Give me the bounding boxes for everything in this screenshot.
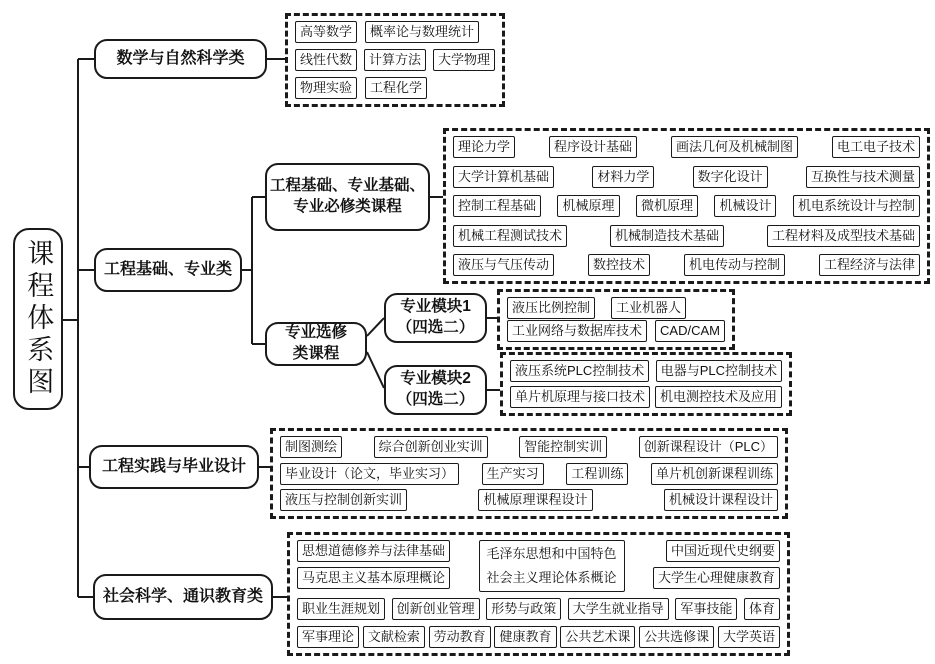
course-box: 机电系统设计与控制: [793, 195, 920, 217]
node-label-line1: 专业模块1: [400, 298, 471, 316]
course-box: 高等数学: [295, 21, 357, 43]
course-box: 线性代数: [295, 49, 357, 71]
node-label-line2: （四选二）: [396, 391, 475, 408]
course-row: [453, 166, 920, 188]
branch-engineering-professional: [94, 248, 242, 292]
course-box: 液压比例控制: [507, 297, 595, 319]
course-box: 大学计算机基础: [453, 166, 554, 188]
course-box: 综合创新创业实训: [374, 436, 488, 458]
course-box: 液压与气压传动: [453, 254, 554, 276]
course-row: [297, 626, 780, 648]
course-row: [510, 386, 782, 408]
node-label-line1: 专业模块2: [400, 370, 471, 388]
course-box: 中国近现代史纲要: [666, 540, 780, 562]
group-practice-courses: [270, 428, 788, 519]
course-box: 画法几何及机械制图: [671, 136, 798, 158]
course-box: 创新创业管理: [392, 598, 480, 620]
node-module-2: [384, 365, 487, 415]
course-box: 计算方法: [364, 49, 426, 71]
course-box: 物理实验: [295, 77, 357, 99]
course-box: 健康教育: [494, 626, 556, 648]
course-row: [453, 225, 920, 247]
branch-practice-graduation: [89, 445, 259, 489]
course-box: 材料力学: [592, 166, 654, 188]
course-box: 机械制造技术基础: [610, 225, 724, 247]
course-box: 单片机创新课程训练: [651, 463, 778, 485]
course-grid-top: [297, 540, 780, 592]
course-box: 机械工程测试技术: [453, 225, 567, 247]
course-box: 微机原理: [636, 195, 698, 217]
course-box: 大学物理: [433, 49, 495, 71]
course-row: [507, 297, 725, 319]
course-box: 工程训练: [566, 463, 628, 485]
course-box: 马克思主义基本原理概论: [297, 567, 450, 589]
course-row: [297, 598, 780, 620]
course-box: 程序设计基础: [549, 136, 637, 158]
group-social-courses: [287, 532, 790, 656]
group-module-2-courses: [500, 352, 792, 416]
node-label-line2: 专业必修类课程: [293, 198, 402, 215]
course-box: 电器与PLC控制技术: [656, 360, 782, 382]
course-box: 军事技能: [675, 598, 737, 620]
course-box: 机械原理: [557, 195, 619, 217]
course-column: [653, 540, 780, 589]
course-box: 智能控制实训: [519, 436, 607, 458]
course-box: 公共选修课: [639, 626, 714, 648]
root-label: 课程体系图: [23, 239, 54, 399]
course-box: 工程材料及成型技术基础: [767, 225, 920, 247]
group-module-1-courses: [497, 289, 735, 350]
course-row: [280, 436, 778, 458]
group-required-courses: [443, 128, 930, 284]
course-row: [453, 195, 920, 217]
course-box: 文献检索: [363, 626, 425, 648]
course-box: 毛泽东思想和中国特色社会主义理论体系概论: [479, 540, 625, 592]
node-label-line2: 类课程: [292, 345, 340, 362]
course-box: 数控技术: [588, 254, 650, 276]
course-box: 电工电子技术: [832, 136, 920, 158]
course-box: 机械原理课程设计: [478, 489, 592, 511]
course-box: 劳动教育: [429, 626, 491, 648]
course-row: [295, 49, 495, 71]
node-label-line1: 专业选修: [284, 324, 347, 342]
course-box: 军事理论: [297, 626, 359, 648]
course-box: 大学英语: [718, 626, 780, 648]
course-row: [510, 360, 782, 382]
node-label-line2: （四选二）: [396, 319, 475, 336]
course-box: 互换性与技术测量: [806, 166, 920, 188]
course-column: [297, 540, 450, 589]
course-box: 工业网络与数据库技术: [507, 320, 647, 342]
course-box: 体育: [744, 598, 780, 620]
course-box: 工程化学: [365, 77, 427, 99]
node-required-courses: [265, 163, 430, 231]
course-row: [453, 254, 920, 276]
branch-label: 数学与自然科学类: [116, 50, 245, 68]
course-box: 液压系统PLC控制技术: [510, 360, 649, 382]
course-box: 控制工程基础: [453, 195, 541, 217]
course-box: 工程经济与法律: [819, 254, 920, 276]
course-box: CAD/CAM: [655, 320, 725, 342]
course-row: [280, 489, 778, 511]
course-row: [295, 77, 495, 99]
course-box: 机械设计课程设计: [664, 489, 778, 511]
branch-math-natural-sciences: [94, 39, 267, 79]
course-box: 公共艺术课: [560, 626, 635, 648]
course-box: 大学生就业指导: [568, 598, 669, 620]
course-row: [507, 320, 725, 342]
branch-label: 社会科学、通识教育类: [102, 588, 263, 606]
course-row: [280, 463, 778, 485]
node-label-line1: 工程基础、专业基础、: [269, 177, 425, 195]
node-module-1: [384, 293, 487, 343]
course-box: 概率论与数理统计: [365, 21, 479, 43]
course-box: 工业机器人: [611, 297, 686, 319]
course-box: 毕业设计（论文，毕业实习）: [280, 463, 459, 485]
branch-label: 工程实践与毕业设计: [101, 458, 246, 476]
course-box: 理论力学: [453, 136, 515, 158]
course-box: 职业生涯规划: [297, 598, 385, 620]
branch-label: 工程基础、专业类: [103, 261, 232, 279]
course-box: 创新课程设计（PLC）: [639, 436, 778, 458]
root-node: [13, 228, 63, 410]
node-elective-courses: [265, 322, 367, 366]
course-box: 液压与控制创新实训: [280, 489, 407, 511]
course-box: 大学生心理健康教育: [653, 567, 780, 589]
branch-social-general: [93, 574, 273, 620]
course-box: 单片机原理与接口技术: [510, 386, 650, 408]
group-math-courses: [285, 13, 505, 107]
course-box: 数字化设计: [693, 166, 768, 188]
course-row: [453, 136, 920, 158]
course-row: [295, 21, 495, 43]
course-box: 制图测绘: [280, 436, 342, 458]
course-box: 形势与政策: [486, 598, 561, 620]
course-box: 机械设计: [714, 195, 776, 217]
course-box: 机电传动与控制: [684, 254, 785, 276]
course-box: 思想道德修养与法律基础: [297, 540, 450, 562]
course-box: 生产实习: [482, 463, 544, 485]
course-box: 机电测控技术及应用: [655, 386, 782, 408]
